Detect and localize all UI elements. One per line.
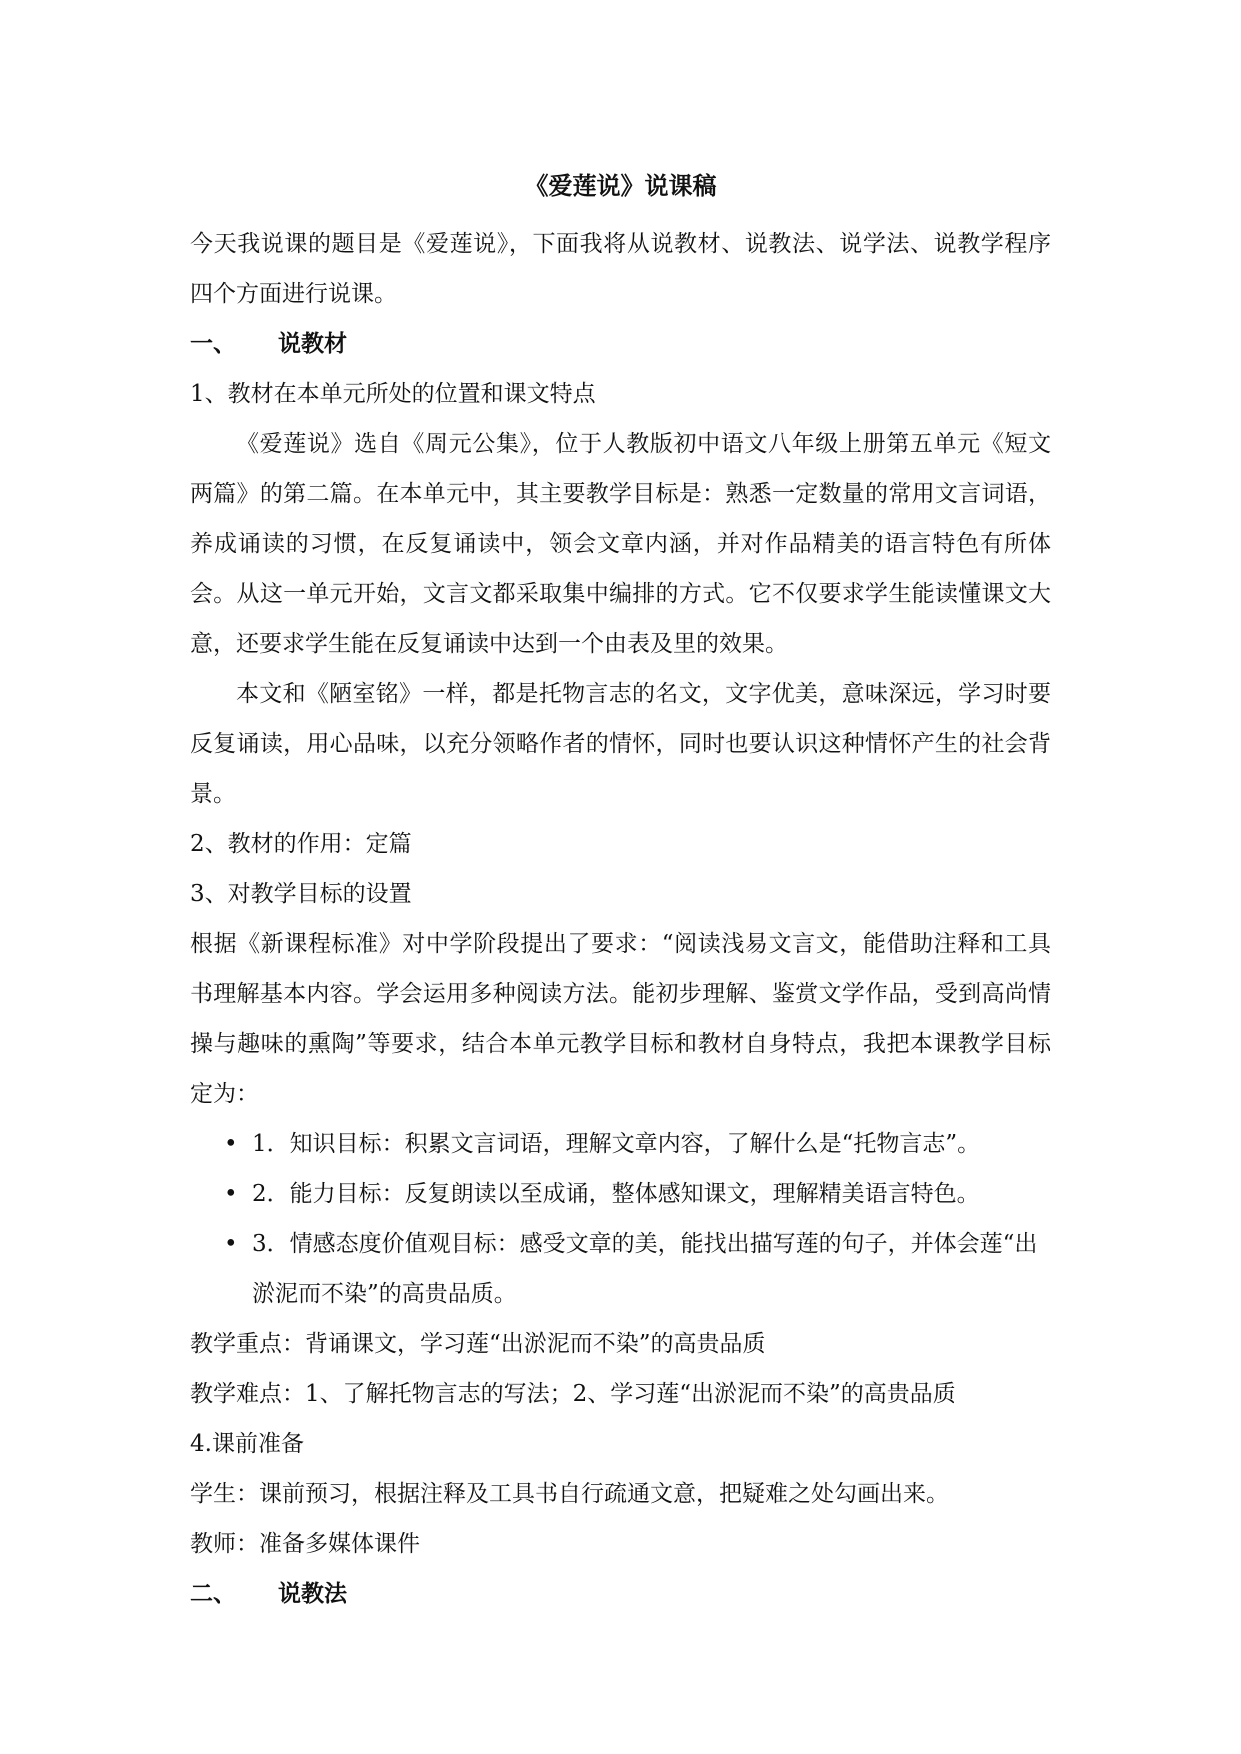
subheading-1: 1、教材在本单元所处的位置和课文特点: [190, 381, 596, 407]
section-label: 说教材: [278, 330, 347, 357]
subheading-3: 3、对教学目标的设置: [190, 881, 412, 907]
bullet-icon: •: [224, 1131, 238, 1157]
paragraph-position: 《爱莲说》选自《周元公集》，位于人教版初中语文八年级上册第五单元《短文两篇》的第二篇。在本单元中，其主要教学目标是：熟悉一定数量的常用文言词语，养成诵读的习惯，在反复诵读中，领会文章内涵，并对作品精美的语言特色有所体会。从这一单元开始，文言文都采取集中编排的方式。它不仅要求学生能读懂课文大意，还要求学生能在反复诵读中达到一个由表及里的效果。: [190, 431, 1051, 657]
goal-item: [190, 1119, 1051, 1169]
paragraph-objectives: 根据《新课程标准》对中学阶段提出了要求：“阅读浅易文言文，能借助注释和工具书理解基本内容。学会运用多种阅读方法。能初步理解、鉴赏文学作品，受到高尚情操与趣味的熏陶”等要求，结合本单元教学目标和教材自身特点，我把本课教学目标定为：: [190, 931, 1051, 1107]
key-point: 教学重点：背诵课文，学习莲“出淤泥而不染”的高贵品质: [190, 1331, 766, 1357]
students-preparation: 学生：课前预习，根据注释及工具书自行疏通文意，把疑难之处勾画出来。: [190, 1481, 949, 1507]
section-heading-1: [190, 319, 1051, 369]
goal-text: 2．能力目标：反复朗读以至成诵，整体感知课文，理解精美语言特色。: [252, 1181, 980, 1207]
goal-text: 3．情感态度价值观目标：感受文章的美，能找出描写莲的句子，并体会莲“出淤泥而不染”的高贵品质。: [252, 1231, 1038, 1307]
document-title: 《爱莲说》说课稿: [524, 171, 717, 200]
teacher-preparation: 教师：准备多媒体课件: [190, 1531, 420, 1557]
bullet-icon: •: [224, 1181, 238, 1207]
section-heading-2: [190, 1569, 1051, 1619]
difficult-point: 教学难点：1、了解托物言志的写法；2、学习莲“出淤泥而不染”的高贵品质: [190, 1381, 956, 1407]
bullet-icon: •: [224, 1231, 238, 1257]
paragraph-features: 本文和《陋室铭》一样，都是托物言志的名文，文字优美，意味深远，学习时要反复诵读，用心品味，以充分领略作者的情怀，同时也要认识这种情怀产生的社会背景。: [190, 681, 1051, 807]
section-number: 一、: [190, 330, 236, 357]
goal-item: [190, 1169, 1051, 1219]
intro-paragraph: 今天我说课的题目是《爱莲说》，下面我将从说教材、说教法、说学法、说教学程序四个方面进行说课。: [190, 231, 1051, 307]
section-label: 说教法: [278, 1580, 347, 1607]
goals-list: [190, 1119, 1051, 1319]
goal-item: [190, 1219, 1051, 1319]
subheading-4: 4.课前准备: [190, 1431, 304, 1457]
subheading-2: 2、教材的作用：定篇: [190, 831, 412, 857]
goal-text: 1．知识目标：积累文言词语，理解文章内容，了解什么是“托物言志”。: [252, 1131, 981, 1157]
section-number: 二、: [190, 1580, 236, 1607]
